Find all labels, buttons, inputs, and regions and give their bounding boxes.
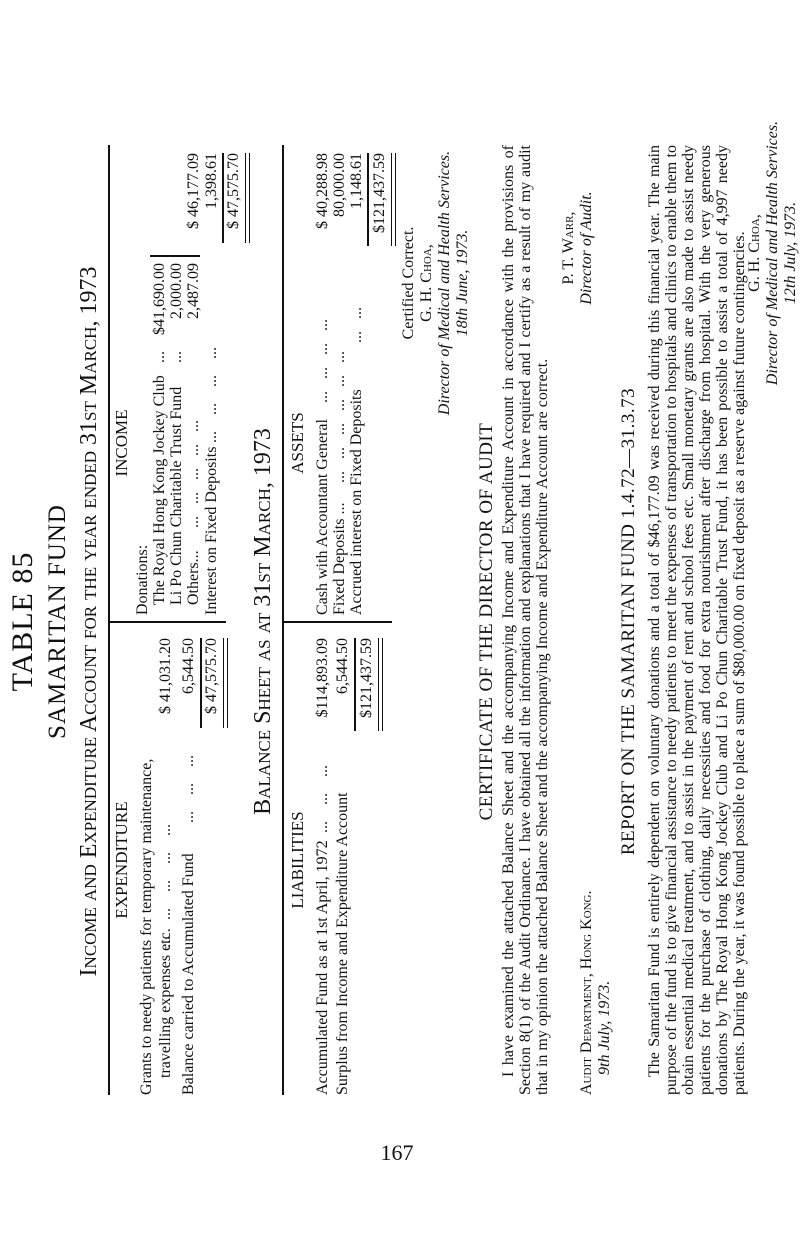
liabilities-total-double-rule [378,638,383,731]
assets-total: $121,437.59 [371,153,388,233]
balance-sheet-title: Balance Sheet as at 31st March, 1973 [250,428,276,815]
accumulated-fund-label: Accumulated Fund as at 1st April, 1972 [314,840,331,1095]
surplus-label: Surplus from Income and Expenditure Account [334,792,351,1095]
donation-others-dots: ... ... ... ... ... [185,420,202,528]
certified-line1: Certified Correct. [400,226,417,340]
accrued-interest-dots: ... ... [348,307,365,343]
report-date: 12th July, 1973. [782,201,799,305]
surplus-amount: 6,544.50 [334,638,351,694]
cash-dots: ... ... ... ... [314,319,331,403]
audit-date: 9th July, 1973. [596,980,613,1075]
report-signer: G. H. Choa, [746,214,763,292]
grants-label-line1: Grants to needy patients for temporary maintenance, [138,758,155,1095]
cash-amount: $ 40,288.98 [314,153,331,229]
report-heading: REPORT ON THE SAMARITAN FUND 1.4.72—31.3.73 [618,387,639,856]
fixed-deposits-amount: 80,000.00 [331,153,348,217]
expenditure-total-rule [200,638,202,728]
audit-certificate-text [500,145,551,1095]
expenditure-heading: EXPENDITURE [112,801,131,919]
donation-lpc-amount: 2,000.00 [168,263,185,319]
accrued-interest-amount: 1,148.61 [348,153,365,209]
donation-rhkjc-amount: $41,690.00 [151,263,168,335]
certified-title: Director of Medical and Health Services. [436,150,453,416]
accumulated-fund-dots: ... ... ... [314,765,331,833]
grants-amount: $ 41,031.20 [157,638,174,714]
audit-heading: CERTIFICATE OF THE DIRECTOR OF AUDIT [476,422,497,821]
bs-top-rule [282,145,284,1095]
fixed-deposits-label: Fixed Deposits ... [331,502,348,615]
interest-dots: ... ... ... ... [203,347,220,443]
certified-signer: G. H. Choa, [418,244,435,322]
table-number: TABLE 85 [6,551,39,692]
income-total: $ 47,575.70 [225,153,242,229]
donation-lpc-label: Li Po Chun Charitable Trust Fund [168,386,185,605]
assets-heading: ASSETS [288,412,307,474]
report-text [646,145,748,1095]
donation-others-amount: 2,487.09 [185,263,202,319]
liabilities-total-rule [354,638,356,731]
grants-leader-dots: ... ... ... ... ... [157,824,174,948]
donation-rhkjc-dots: ... [151,351,168,363]
balance-leader-dots: ... ... ... [180,755,197,823]
assets-total-double-rule [391,153,396,246]
accrued-interest-label: Accrued interest on Fixed Deposits [348,389,365,615]
donations-label: Donations: [134,544,151,615]
fund-title: SAMARITAN FUND [44,504,71,739]
interest-amount: 1,398.61 [203,153,220,209]
report-paragraph: The Samaritan Fund is entirely dependent on voluntary donations and a total of $46,177.09 was received during this financial year. The main purpose of the fund is to give financial assistance to needy patients to meet the expenses of transportation to hospitals and clinics to enable them to obtain essential medical treatment, and to assist in the payment of rent and school fees etc. Small monetary grants are also made to assist needy patients for the purchase of clothing, daily necessities and food for extra nourishment after discharge from hospital. With the very generous donations by The Royal Hong Kong Jockey Club and Li Po Chun Charitable Trust Fund, it has been possible to assist a total of 4,997 needy patients. During the year, it was found possible to place a sum of $80,000.00 on fixed deposit as a reserve against future contingencies. [646,145,748,1095]
liabilities-heading: LIABILITIES [288,811,307,909]
donation-others-label: Others... [185,550,202,605]
expenditure-total: $ 47,575.70 [203,638,220,714]
ie-column-divider [108,622,226,624]
donations-bracket-rule [150,256,200,258]
accumulated-fund-amount: $114,893.09 [314,638,331,718]
audit-department: Audit Department, Hong Kong. [578,890,595,1095]
audit-paragraph: I have examined the attached Balance Sheet and the accompanying Income and Expenditure Account in accordance with the provisions of Section 8(1) of the Audit Ordinance. I have obtained all the information and explanations that I have required and I certify as a result of my audit that in my opinion the attached Balance Sheet and the accompanying Income and Expenditure Account are correct. [500,145,551,1095]
certified-date: 18th June, 1973. [454,229,471,337]
donations-total: $ 46,177.09 [185,153,202,229]
fixed-deposits-dots: ... ... ... ... ... ... [331,351,348,483]
page-number: 167 [380,1140,414,1165]
income-expenditure-title: Income and Expenditure Account for the year ended 31st March, 1973 [76,266,102,977]
ie-top-rule [108,145,110,1095]
balance-carried-label: Balance carried to Accumulated Fund [180,853,197,1095]
balance-carried-amount: 6,544.50 [180,638,197,694]
cash-label: Cash with Accountant General [314,419,331,615]
donation-lpc-dots: ... [168,351,185,363]
donation-rhkjc-label: The Royal Hong Kong Jockey Club [151,375,168,605]
interest-label: Interest on Fixed Deposits [203,446,220,615]
income-heading: INCOME [112,409,131,477]
grants-label-line2: travelling expenses etc. [157,928,174,1078]
expenditure-total-double-rule [223,638,228,728]
income-total-rule [222,153,224,243]
bs-column-divider [282,622,392,624]
report-signer-title: Director of Medical and Health Services. [764,120,781,386]
audit-signer-title: Director of Audit. [578,191,595,305]
audit-signer: P. T. Warr, [560,211,577,285]
assets-total-rule [367,153,369,246]
liabilities-total: $121,437.59 [358,638,375,718]
